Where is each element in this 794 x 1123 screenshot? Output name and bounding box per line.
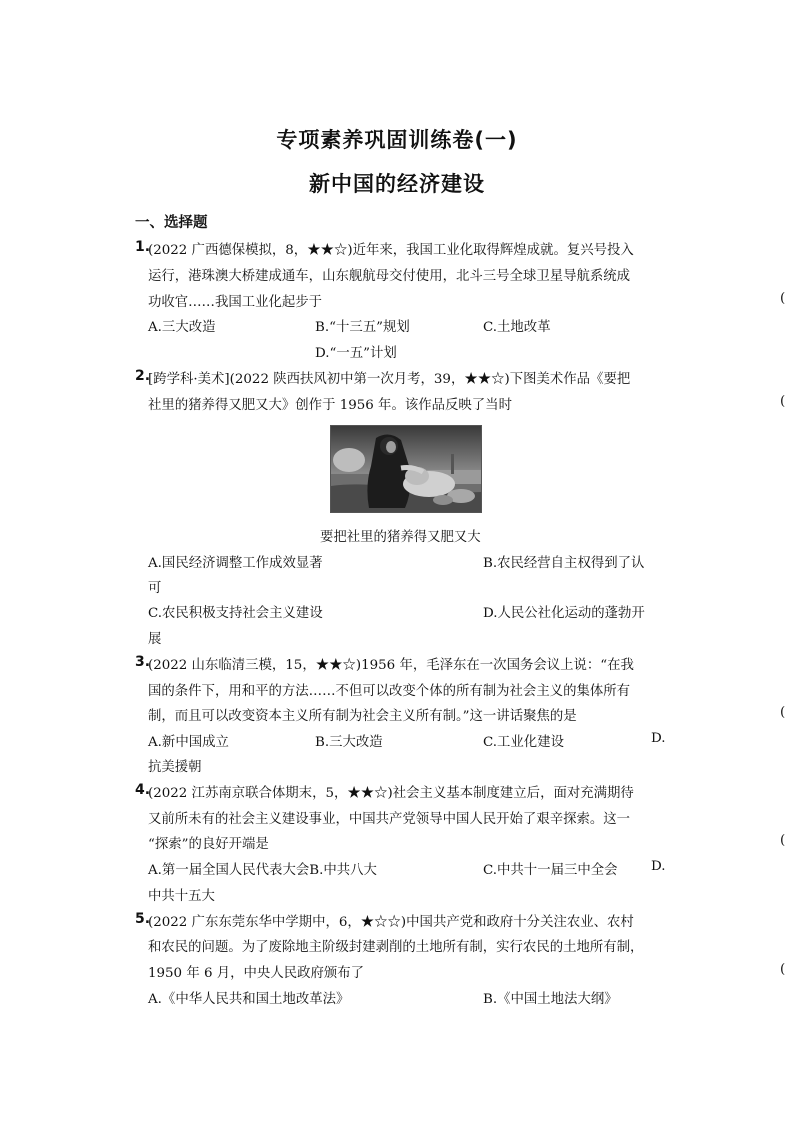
- option-d-continued: 展: [148, 632, 162, 647]
- question-text-line: 又前所未有的社会主义建设事业，中国共产党领导中国人民开始了艰辛探索。这一: [148, 812, 631, 827]
- question-text-line: (2022 山东临清三模，15，★★☆)1956 年，毛泽东在一次国务会议上说：“在我: [148, 658, 634, 673]
- answer-paren: (: [780, 291, 786, 306]
- option-d-continued: 抗美援朝: [148, 760, 202, 775]
- answer-paren: (: [780, 394, 786, 409]
- option-c[interactable]: C.农民积极支持社会主义建设: [148, 606, 323, 621]
- option-a[interactable]: A.三大改造: [148, 320, 216, 335]
- question-text-line: (2022 广西德保模拟，8，★★☆)近年来，我国工业化取得辉煌成就。复兴号投入: [148, 243, 634, 258]
- page-subtitle: 新中国的经济建设: [309, 172, 485, 196]
- option-a[interactable]: A.国民经济调整工作成效显著: [148, 556, 323, 571]
- answer-paren: (: [780, 833, 786, 848]
- section-heading: 一、选择题: [135, 215, 208, 231]
- option-b[interactable]: B.农民经营自主权得到了认: [483, 556, 645, 571]
- option-a-b[interactable]: A.第一届全国人民代表大会B.中共八大: [148, 863, 377, 878]
- option-d[interactable]: D.“一五”计划: [315, 346, 397, 361]
- page-title: 专项素养巩固训练卷(一): [276, 128, 518, 152]
- option-a[interactable]: A.新中国成立: [148, 735, 229, 750]
- question-text-line: 1950 年 6 月，中央人民政府颁布了: [148, 966, 365, 981]
- question-text-line: (2022 广东东莞东华中学期中，6，★☆☆)中国共产党和政府十分关注农业、农村: [148, 915, 634, 930]
- option-c[interactable]: C.中共十一届三中全会: [483, 863, 618, 878]
- option-b[interactable]: B.《中国土地法大纲》: [483, 992, 618, 1007]
- question-number: 3.: [135, 654, 151, 670]
- option-d[interactable]: D.: [651, 859, 666, 874]
- question-text-line: 社里的猪养得又肥又大》创作于 1956 年。该作品反映了当时: [148, 398, 512, 413]
- option-d[interactable]: D.人民公社化运动的蓬勃开: [483, 606, 645, 621]
- question-text-line: “探索”的良好开端是: [148, 837, 269, 852]
- answer-paren: (: [780, 962, 786, 977]
- question-number: 5.: [135, 911, 151, 927]
- question-text-line: 国的条件下，用和平的方法……不但可以改变个体的所有制为社会主义的集体所有: [148, 684, 631, 699]
- question-text-line: 功收官……我国工业化起步于: [148, 295, 323, 310]
- option-b[interactable]: B.三大改造: [315, 735, 383, 750]
- option-d[interactable]: D.: [651, 731, 666, 746]
- question-number: 2.: [135, 368, 151, 384]
- answer-paren: (: [780, 705, 786, 720]
- option-c[interactable]: C.工业化建设: [483, 735, 564, 750]
- image-caption: 要把社里的猪养得又肥又大: [320, 530, 481, 545]
- question-text-line: 制，而且可以改变资本主义所有制为社会主义所有制。”这一讲话聚焦的是: [148, 709, 577, 724]
- option-b-continued: 可: [148, 581, 162, 596]
- option-a[interactable]: A.《中华人民共和国土地改革法》: [148, 992, 350, 1007]
- question-text-line: [跨学科·美术](2022 陕西扶风初中第一次月考，39，★★☆)下图美术作品《要把: [148, 372, 631, 387]
- option-b[interactable]: B.“十三五”规划: [315, 320, 410, 335]
- question-number: 4.: [135, 782, 151, 798]
- option-d-continued: 中共十五大: [148, 889, 215, 904]
- question-number: 1.: [135, 239, 151, 255]
- question-text-line: 运行，港珠澳大桥建成通车，山东舰航母交付使用，北斗三号全球卫星导航系统成: [148, 269, 631, 284]
- question-text-line: (2022 江苏南京联合体期末，5，★★☆)社会主义基本制度建立后，面对充满期待: [148, 786, 634, 801]
- option-c[interactable]: C.土地改革: [483, 320, 551, 335]
- artwork-illustration: [331, 426, 481, 512]
- artwork-image: [330, 425, 482, 513]
- question-text-line: 和农民的问题。为了废除地主阶级封建剥削的土地所有制，实行农民的土地所有制，: [148, 940, 644, 955]
